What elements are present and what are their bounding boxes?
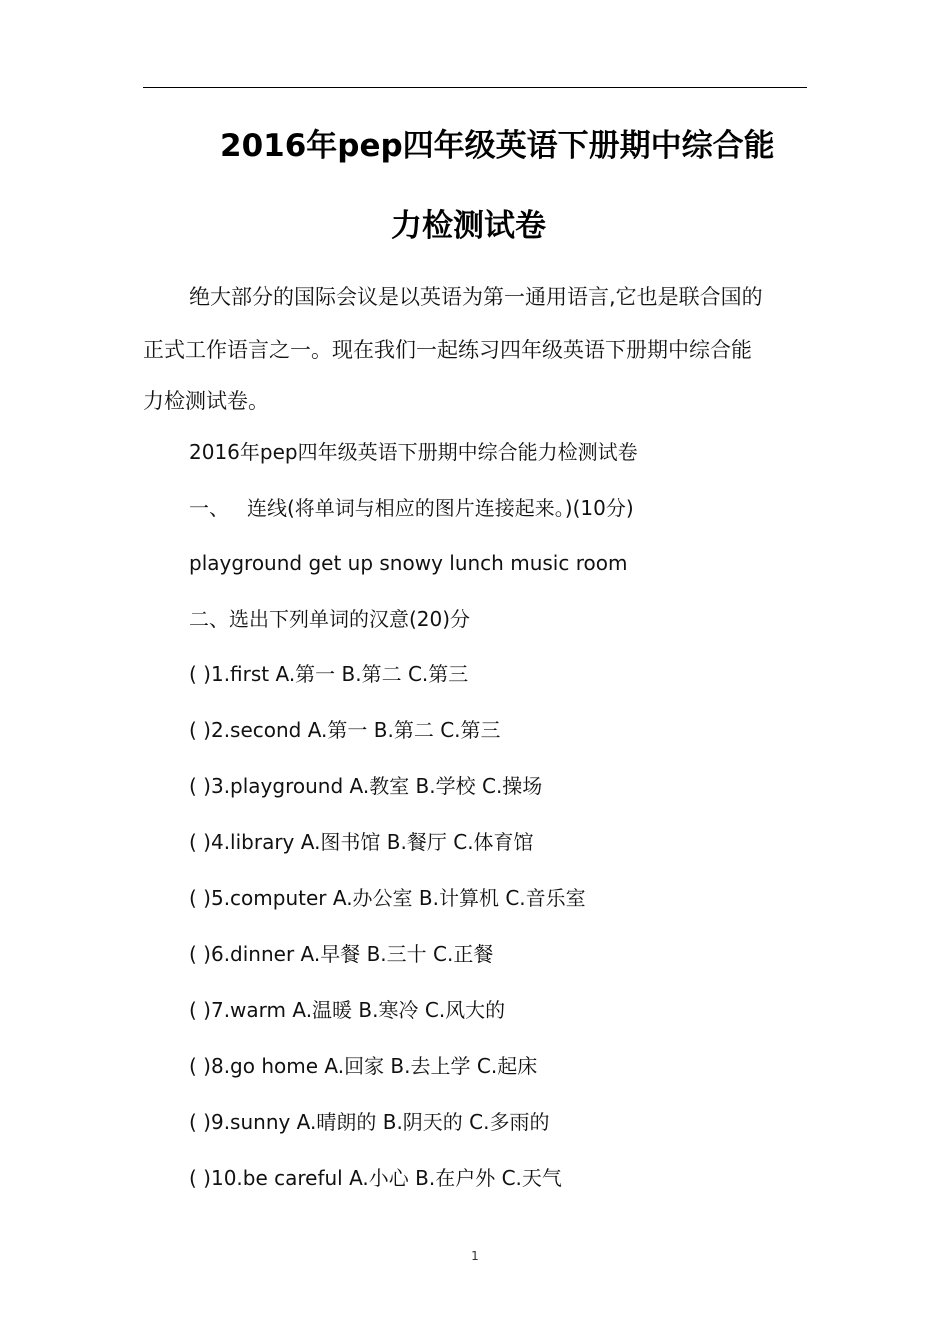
- question-item: ( )3.playground A.教室 B.学校 C.操场: [189, 774, 543, 798]
- header-rule: [143, 87, 807, 88]
- question-item: ( )2.second A.第一 B.第二 C.第三: [189, 718, 501, 742]
- section-one-heading: [189, 494, 634, 522]
- exam-subtitle: 2016年pep四年级英语下册期中综合能力检测试卷: [189, 440, 638, 464]
- section-one-number: 一、: [189, 496, 229, 520]
- intro-paragraph-line-2: 正式工作语言之一。现在我们一起练习四年级英语下册期中综合能: [143, 338, 752, 362]
- document-title-line-1: 2016年pep四年级英语下册期中综合能: [220, 128, 775, 164]
- page-number: 1: [471, 1249, 479, 1263]
- intro-paragraph-line-1: 绝大部分的国际会议是以英语为第一通用语言,它也是联合国的: [189, 285, 763, 309]
- question-item: ( )4.library A.图书馆 B.餐厅 C.体育馆: [189, 830, 534, 854]
- question-item: ( )1.first A.第一 B.第二 C.第三: [189, 662, 469, 686]
- section-one-text: 连线(将单词与相应的图片连接起来。)(10分): [247, 496, 634, 520]
- question-item: ( )10.be careful A.小心 B.在户外 C.天气: [189, 1166, 562, 1190]
- word-list: playground get up snowy lunch music room: [189, 551, 628, 575]
- section-two-heading: 二、选出下列单词的汉意(20)分: [189, 607, 471, 631]
- question-item: ( )9.sunny A.晴朗的 B.阴天的 C.多雨的: [189, 1110, 550, 1134]
- intro-paragraph-line-3: 力检测试卷。: [143, 389, 269, 413]
- question-item: ( )8.go home A.回家 B.去上学 C.起床: [189, 1054, 538, 1078]
- document-title-line-2: 力检测试卷: [391, 208, 546, 244]
- question-item: ( )5.computer A.办公室 B.计算机 C.音乐室: [189, 886, 586, 910]
- question-item: ( )7.warm A.温暖 B.寒冷 C.风大的: [189, 998, 506, 1022]
- question-item: ( )6.dinner A.早餐 B.三十 C.正餐: [189, 942, 494, 966]
